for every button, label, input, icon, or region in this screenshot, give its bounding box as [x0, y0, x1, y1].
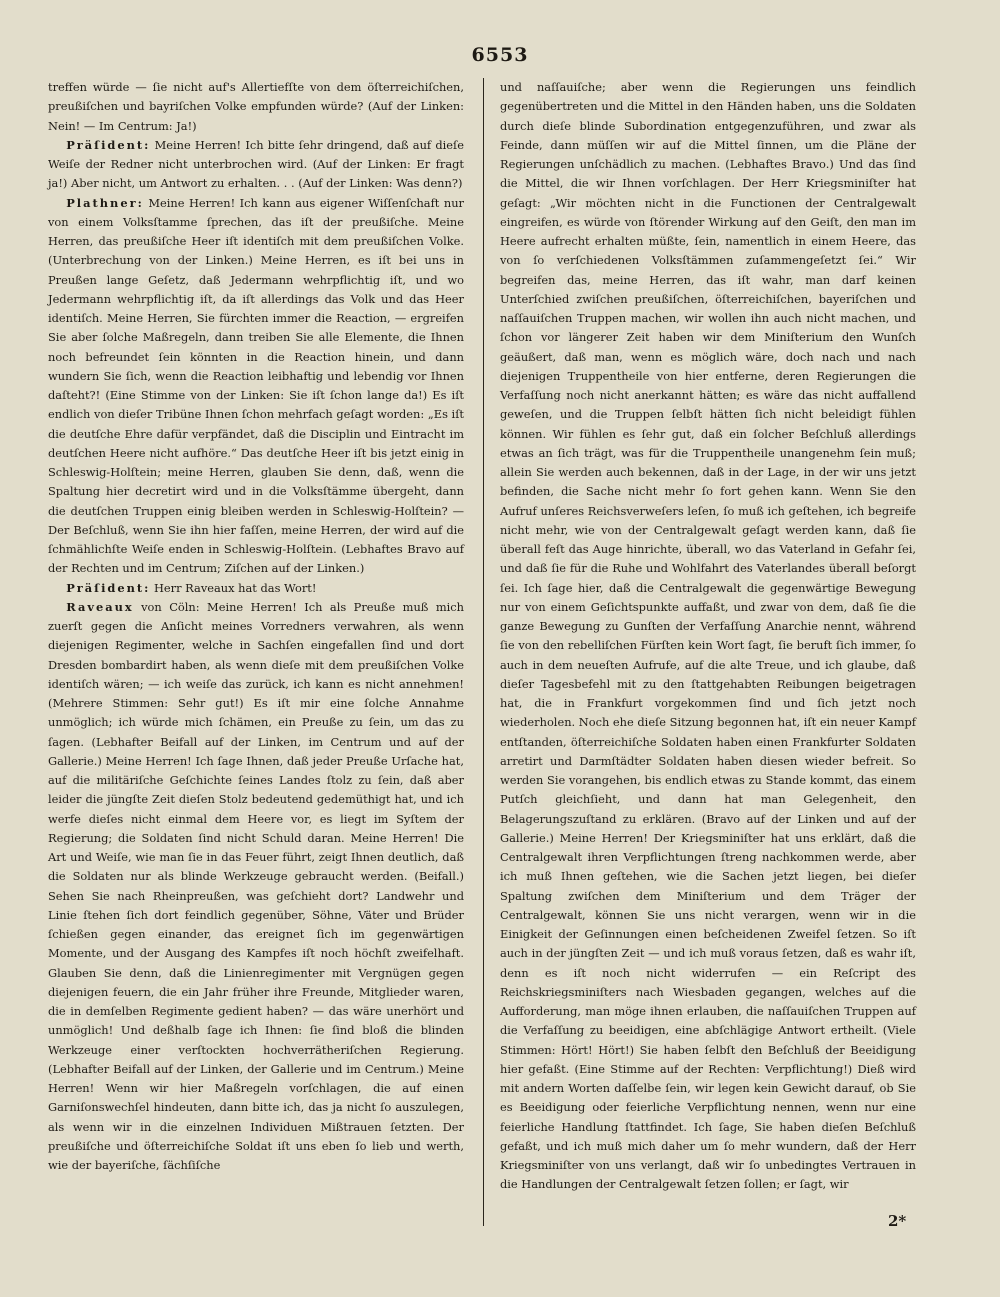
paragraph-text: und naſſauiſche; aber wenn die Regierungen uns feindlich gegenübertreten und die Mittel in den Händen haben, uns die Soldaten durch dieſe blinde Subordination entgegenzuführen, und zwar als Feinde, dann müſſen wir auf die Mittel ſinnen, um die Pläne der Regierungen unſchädlich zu machen. (Lebhaftes Bravo.) Und das ſind die Mittel, die wir Ihnen vorſchlagen. Der Herr Kriegsminiſter hat geſagt: „Wir möchten nicht in die Functionen der Centralgewalt eingreifen, es würde von ſtörender Wirkung auf den Geiſt, den man im Heere aufrecht erhalten müßte, ſein, namentlich in einem Heere, das von ſo verſchiedenen Volksſtämmen zuſammengeſetzt ſei.“ Wir begreifen das, meine Herren, das iſt wahr, man darf keinen Unterſchied zwiſchen preußiſchen, öſterreichiſchen, bayeriſchen und naſſauiſchen Truppen machen, wir wollen ihn auch nicht machen, und ſchon vor längerer Zeit haben wir dem Miniſterium den Wunſch geäußert, daß man, wenn es möglich wäre, doch nach und nach diejenigen Truppentheile von hier entferne, deren Regierungen die Verfaſſung noch nicht anerkannt hätten; es wäre das nicht auffallend geweſen, und die Truppen ſelbſt hätten ſich nicht beleidigt fühlen können. Wir fühlen es ſehr gut, daß ein ſolcher Beſchluß allerdings etwas an ſich trägt, was für die Truppentheile unangenehm ſein muß; allein Sie werden auch bekennen, daß in der Lage, in der wir uns jetzt befinden, die Sache nicht mehr ſo fort gehen kann. Wenn Sie den Aufruf unſeres Reichsverweſers leſen, ſo muß ich geſtehen, ich begreife nicht mehr, wie von der Centralgewalt geſagt werden kann, daß ſie überall feſt das Auge hinrichte, überall, wo das Vaterland in Gefahr ſei, und daß ſie für die Ruhe und Wohlfahrt des Vaterlandes überall beſorgt ſei. Ich ſage hier, daß die Centralgewalt die gegenwärtige Bewegung nur von einem Geſichtspunkte auffaßt, und zwar von dem, daß ſie die ganze Bewegung zu Gunſten der Verfaſſung Anarchie nennt, während ſie von den rebelliſchen Fürſten kein Wort ſagt, ſie beruft ſich immer, ſo auch in dem neueſten Aufrufe, auf die alte Treue, und ich glaube, daß dieſer Tagesbefehl mit zu den ſtattgehabten Reibungen beigetragen hat, die in Frankfurt vorgekommen ſind und ſich jetzt noch wiederholen. Noch ehe dieſe Sitzung begonnen hat, iſt ein neuer Kampf entſtanden, öſterreichiſche Soldaten haben einen Frankfurter Soldaten arretirt und Darmſtädter Soldaten haben diesen wieder befreit. So werden Sie vorangehen, bis endlich etwas zu Stande kommt, das einem Putſch gleichſieht, und dann hat man Gelegenheit, den Belagerungszuſtand zu erklären. (Bravo auf der Linken und auf der Gallerie.) Meine Herren! Der Kriegsminiſter hat uns erklärt, daß die Centralgewalt ihren Verpflichtungen ſtreng nachkommen werde, aber ich muß Ihnen geſtehen, wie die Sachen jetzt liegen, bei dieſer Spaltung zwiſchen dem Miniſterium und dem Träger der Centralgewalt, können Sie uns nicht verargen, wenn wir in die Einigkeit der Geſinnungen einen beſcheidenen Zweifel ſetzen. So iſt auch in der jüngſten Zeit — und ich muß voraus ſetzen, daß es wahr iſt, denn es iſt noch nicht widerrufen — ein Reſcript des Reichskriegsminiſters nach Wiesbaden gegangen, welches auf die Aufforderung, man möge ihnen erlauben, die naſſauiſchen Truppen auf die Verfaſſung zu beeidigen, eine abſchlägige Antwort ertheilt. (Viele Stimmen: Hört! Hört!) Sie haben ſelbſt den Beſchluß der Beeidigung hier gefaßt. (Eine Stimme auf der Rechten: Verpflichtung!) Dieß wird mit andern Worten daſſelbe ſein, wir legen kein Gewicht darauf, ob Sie es Beeidigung oder feierliche Verpflichtung nennen, wenn nur eine feierliche Handlung ſtattfindet. Ich ſage, Sie haben dieſen Beſchluß gefaßt, und ich muß mich daher um ſo mehr wundern, daß der Herr Kriegsminiſter von uns verlangt, daß wir ſo unbedingtes Vertrauen in die Handlungen der Centralgewalt ſetzen ſollen; er ſagt, wir [500, 80, 916, 1192]
speaker-name: Plathner: [66, 195, 144, 210]
paragraph [48, 598, 464, 1176]
right-column [500, 78, 916, 1195]
paragraph [48, 136, 464, 194]
paragraph-text: treffen würde — ſie nicht auf's Allertiefſte von dem öſterreichiſchen, preußiſchen und bayriſchen Volke empfunden würde? (Auf der Linken: Nein! — Im Centrum: Ja!) [48, 80, 464, 133]
speaker-name: Raveaux [66, 599, 134, 614]
paragraph-text: Meine Herren! Ich bitte ſehr dringend, daß auf dieſe Weiſe der Redner nicht unterbrochen wird. (Auf der Linken: Er fragt ja!) Aber nicht, um Antwort zu erhalten. . . (Auf der Linken: Was denn?) [48, 137, 464, 191]
paragraph-text: Herr Raveaux hat das Wort! [154, 580, 317, 595]
signature-mark: 2* [888, 1212, 907, 1230]
speaker-name: Präſident: [66, 580, 151, 595]
paragraph [500, 78, 916, 1195]
left-column [48, 78, 464, 1175]
speaker-name: Präſident: [66, 137, 151, 152]
column-divider [483, 78, 484, 1226]
paragraph [48, 579, 464, 598]
paragraph-text: Meine Herren! Ich kann aus eigener Wiſſenſchaft nur von einem Volksſtamme ſprechen, das iſt der preußiſche. Meine Herren, das preußiſche Heer iſt identiſch mit dem preußiſchen Volke. (Unterbrechung von der Linken.) Meine Herren, es iſt bei uns in Preußen lange Geſetz, daß Jedermann wehrpflichtig iſt, und wo Jedermann wehrpflichtig iſt, da iſt allerdings das Volk und das Heer identiſch. Meine Herren, Sie fürchten immer die Reaction, — ergreifen Sie aber ſolche Maßregeln, dann treiben Sie alle Elemente, die Ihnen noch befreundet ſein könnten in die Reaction hinein, und dann wundern Sie ſich, wenn die Reaction leibhaftig und lebendig vor Ihnen daſteht?! (Eine Stimme von der Linken: Sie iſt ſchon lange da!) Es iſt endlich von dieſer Tribüne Ihnen ſchon mehrfach geſagt worden: „Es iſt die deutſche Ehre dafür verpfändet, daß die Disciplin und Eintracht im deutſchen Heere nicht aufhöre.“ Das deutſche Heer iſt bis jetzt einig in Schleswig-Holſtein; meine Herren, glauben Sie denn, daß, wenn die Spaltung hier decretirt wird und in die Volksſtämme übergeht, dann die deutſchen Truppen einig bleiben werden in Schleswig-Holſtein? — Der Beſchluß, wenn Sie ihn hier faſſen, meine Herren, der wird auf die ſchmählichſte Weiſe enden in Schleswig-Holſtein. (Lebhaftes Bravo auf der Rechten und im Centrum; Ziſchen auf der Linken.) [48, 195, 464, 576]
page-number: 6553 [471, 44, 529, 66]
paragraph [48, 194, 464, 579]
paragraph-text: von Cöln: Meine Herren! Ich als Preuße muß mich zuerſt gegen die Anſicht meines Vorredners verwahren, als wenn diejenigen Regimenter, welche in Sachſen eingefallen ſind und dort Dresden bombardirt haben, als wenn dieſe mit dem preußiſchen Volke identiſch wären; — ich weiſe das zurück, ich kann es nicht annehmen! (Mehrere Stimmen: Sehr gut!) Es iſt mir eine ſolche Annahme unmöglich; ich würde mich ſchämen, ein Preuße zu ſein, um das zu ſagen. (Lebhafter Beifall auf der Linken, im Centrum und auf der Gallerie.) Meine Herren! Ich ſage Ihnen, daß jeder Preuße Urſache hat, auf die militäriſche Geſchichte ſeines Landes ſtolz zu ſein, daß aber leider die jüngſte Zeit dieſen Stolz bedeutend gedemüthigt hat, und ich werfe dieſes nicht einmal dem Heere vor, es liegt im Syſtem der Regierung; die Soldaten ſind nicht Schuld daran. Meine Herren! Die Art und Weiſe, wie man ſie in das Feuer führt, zeigt Ihnen deutlich, daß die Soldaten nur als blinde Werkzeuge gebraucht werden. (Beifall.) Sehen Sie nach Rheinpreußen, was geſchieht dort? Landwehr und Linie ſtehen ſich dort feindlich gegenüber, Söhne, Väter und Brüder ſchießen gegen einander, das ereignet ſich im gegenwärtigen Momente, und der Ausgang des Kampfes iſt noch höchſt zweifelhaft. Glauben Sie denn, daß die Linienregimenter mit Vergnügen gegen diejenigen feuern, die ein Jahr früher ihre Freunde, Mitglieder waren, die in demſelben Regimente gedient haben? — das wäre unerhört und unmöglich! Und deßhalb ſage ich Ihnen: ſie ſind bloß die blinden Werkzeuge einer verſtockten hochverrätheriſchen Regierung. (Lebhafter Beifall auf der Linken, der Gallerie und im Centrum.) Meine Herren! Wenn wir hier Maßregeln vorſchlagen, die auf einen Garniſonswechſel hindeuten, dann bitte ich, das ja nicht ſo auszulegen, als wenn wir in die einzelnen Individuen Mißtrauen ſetzten. Der preußiſche und öſterreichiſche Soldat iſt uns eben ſo lieb und werth, wie der bayeriſche, ſächſiſche [48, 599, 464, 1172]
paragraph [48, 78, 464, 136]
